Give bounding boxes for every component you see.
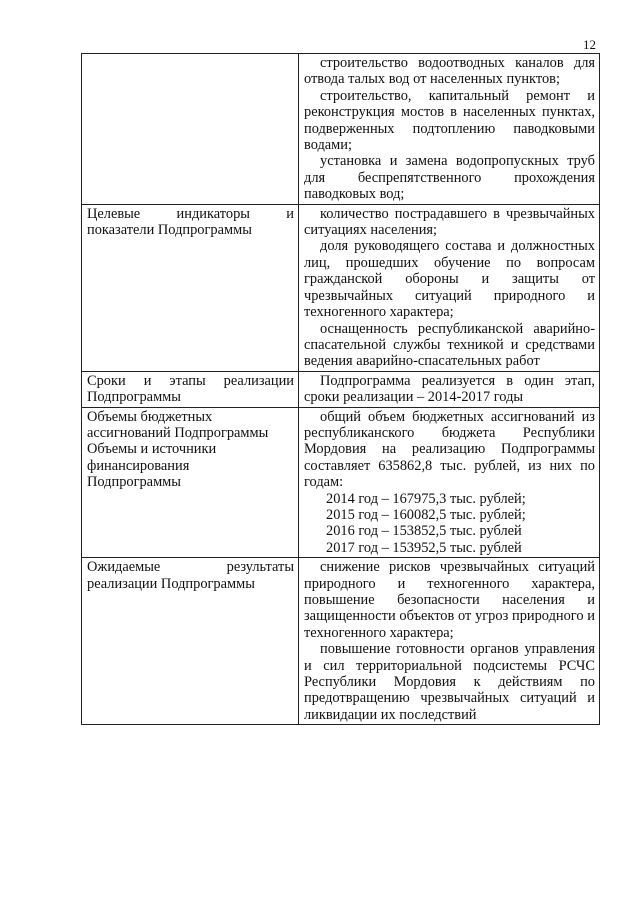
row-value-terms xyxy=(299,371,600,407)
funding-label-line: Объемы бюджетных xyxy=(87,408,213,425)
row-label xyxy=(82,54,299,205)
terms-text: Подпрограмма реализуется в один этап, сроки реализации – 2014-2017 годы xyxy=(304,372,595,406)
funding-year-2015: 2015 год – 160082,5 тыс. рублей; xyxy=(326,506,526,523)
indicator-rescue-equipment: оснащенность республиканской аварийно-спасательной службы техникой и средствами ведения аварийно-спасательных работ xyxy=(304,320,595,370)
row-label-funding xyxy=(82,407,299,558)
row-label-results: Ожидаемые результаты реализации Подпрограммы xyxy=(82,558,299,725)
table-row xyxy=(82,54,600,205)
measure-culverts: установка и замена водопропускных труб для беспрепятственного прохождения паводковых вод; xyxy=(304,153,595,203)
row-value-funding xyxy=(299,407,600,558)
row-value-results xyxy=(299,558,600,725)
table-row xyxy=(82,558,600,725)
table-row xyxy=(82,204,600,371)
row-label-terms: Сроки и этапы реализации Подпрограммы xyxy=(82,371,299,407)
page-number: 12 xyxy=(583,37,596,52)
row-label-indicators: Целевые индикаторы и показатели Подпрограммы xyxy=(82,204,299,371)
funding-year-2017: 2017 год – 153952,5 тыс. рублей xyxy=(326,539,522,556)
table-row xyxy=(82,407,600,558)
row-value-indicators xyxy=(299,204,600,371)
funding-year-2016: 2016 год – 153852,5 тыс. рублей xyxy=(326,523,522,540)
funding-label-line: ассигнований Подпрограммы xyxy=(87,424,269,441)
result-readiness: повышение готовности органов управления и сил территориальной подсистемы РСЧС Республики Мордовия к действиям по предотвращению чрезвычайных ситуаций и ликвидации их последствий xyxy=(304,641,595,723)
result-risk-reduction: снижение рисков чрезвычайных ситуаций природного и техногенного характера, повышение безопасности населения и защищенности объектов от угроз природного и техногенного характера; xyxy=(304,559,595,641)
funding-label-line: финансирования xyxy=(87,457,190,474)
funding-label-line: Объемы и источники xyxy=(87,441,217,458)
measure-drainage-channels: строительство водоотводных каналов для отвода талых вод от населенных пунктов; xyxy=(304,55,595,88)
indicator-trained-officials: доля руководящего состава и должностных лиц, прошедших обучение по вопросам гражданской обороны и защиты от чрезвычайных ситуаций природного и техногенного характера; xyxy=(304,238,595,321)
funding-label-line: Подпрограммы xyxy=(87,474,181,491)
funding-intro: общий объем бюджетных ассигнований из республиканского бюджета Республики Мордовия на реализацию Подпрограммы составляет 635862,8 тыс. рублей, из них по годам: xyxy=(304,408,595,491)
measure-bridges: строительство, капитальный ремонт и реконструкция мостов в населенных пунктах, подверженных подтоплению паводковыми водами; xyxy=(304,87,595,154)
subprogram-passport-table xyxy=(81,53,600,725)
indicator-affected-population: количество пострадавшего в чрезвычайных ситуациях населения; xyxy=(304,205,595,239)
row-value xyxy=(299,54,600,205)
table-row xyxy=(82,371,600,407)
funding-year-2014: 2014 год – 167975,3 тыс. рублей; xyxy=(326,490,526,507)
